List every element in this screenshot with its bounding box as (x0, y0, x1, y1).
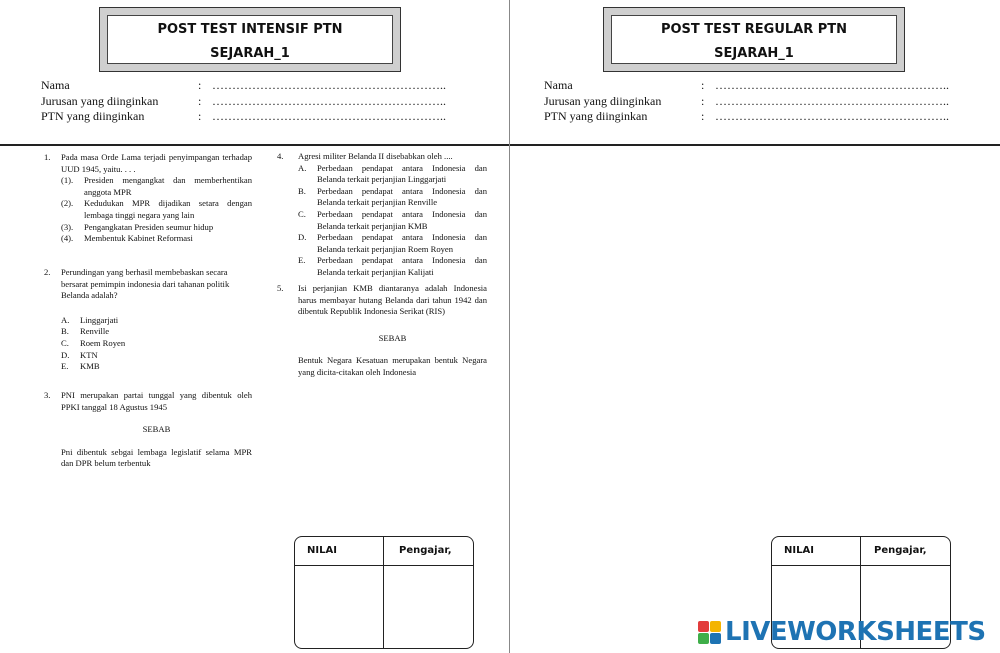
form-row-nama: Nama : ………………………………………………….. (544, 78, 949, 92)
jurusan-field[interactable]: ………………………………………………….. (212, 93, 446, 108)
question-4 (277, 151, 487, 279)
logo-square-blue (710, 633, 721, 644)
page-divider (509, 0, 510, 653)
jurusan-field[interactable]: ………………………………………………….. (715, 93, 949, 108)
question-number: 2. (44, 267, 51, 277)
option-b[interactable]: B. Renville (61, 326, 110, 337)
left-grade-table (294, 536, 474, 649)
jurusan-label: Jurusan yang diinginkan (41, 93, 159, 108)
form-row-ptn: PTN yang diinginkan : ………………………………………………….. (41, 109, 446, 123)
logo-square-red (698, 621, 709, 632)
question-number: 1. (44, 152, 51, 162)
form-row-jurusan: Jurusan yang diinginkan : ………………………………………………….. (544, 93, 949, 108)
option-e[interactable]: E. Perbedaan pendapat antara Indonesia dan Belanda terkait perjanjian Kalijati (298, 255, 487, 277)
right-subtitle: SEJARAH_1 (714, 46, 794, 61)
pengajar-label: Pengajar, (399, 545, 452, 556)
sebab-label: SEBAB (378, 332, 407, 343)
option-a[interactable]: A. Linggarjati (61, 314, 119, 325)
reason-text: Bentuk Negara Kesatuan merupakan bentuk Negara yang dicita-citakan oleh Indonesia (298, 355, 487, 377)
left-header-rule (0, 144, 509, 146)
nama-field[interactable]: ………………………………………………….. (212, 78, 446, 92)
left-identity-form (41, 78, 446, 125)
nama-label: Nama (544, 78, 573, 92)
logo-square-yellow (710, 621, 721, 632)
question-stem: PNI merupakan partai tunggal yang dibentuk oleh PPKI tanggal 18 Agustus 1945 (61, 390, 252, 412)
option-3[interactable]: (3). Pengangkatan Presiden seumur hidup (61, 221, 214, 232)
question-number: 4. (277, 151, 284, 161)
form-row-jurusan: Jurusan yang diinginkan : ………………………………………………….. (41, 93, 446, 108)
question-2 (44, 267, 252, 373)
option-c[interactable]: C. Roem Royen (61, 337, 126, 348)
question-stem: Agresi militer Belanda II disebabkan oleh .... (298, 151, 453, 161)
option-2[interactable]: (2). Kedudukan MPR dijadikan setara dengan lembaga tinggi negara yang lain (61, 198, 252, 220)
question-stem: Pada masa Orde Lama terjadi penyimpangan terhadap UUD 1945, yaitu. . . . (61, 152, 252, 174)
option-4[interactable]: (4). Membentuk Kabinet Reformasi (61, 233, 193, 244)
question-1 (44, 152, 252, 245)
right-identity-form (544, 78, 949, 125)
right-title-box (603, 7, 905, 72)
left-title: POST TEST INTENSIF PTN (157, 22, 343, 37)
ptn-label: PTN yang diinginkan (544, 109, 648, 123)
logo-grid-icon (698, 621, 721, 644)
logo-text: LIVEWORKSHEETS (725, 617, 986, 647)
right-header-rule (510, 144, 1000, 146)
option-a[interactable]: A. Perbedaan pendapat antara Indonesia dan Belanda terkait perjanjian Linggarjati (298, 162, 487, 185)
ptn-field[interactable]: ………………………………………………….. (212, 109, 446, 123)
nilai-label: NILAI (307, 545, 337, 556)
logo-square-green (698, 633, 709, 644)
ptn-label: PTN yang diinginkan (41, 109, 145, 123)
form-row-ptn: PTN yang diinginkan : ………………………………………………….. (544, 109, 949, 123)
question-3 (44, 390, 252, 470)
question-5 (277, 283, 487, 379)
question-stem: Perundingan yang berhasil membebaskan secara bersarat pemimpin indonesia dari tahanan politik Belanda adalah? (61, 267, 230, 301)
reason-text: Pni dibentuk sebgai lembaga legislatif selama MPR dan DPR belum terbentuk (61, 446, 252, 469)
question-number: 5. (277, 283, 284, 293)
liveworksheets-logo[interactable] (698, 617, 986, 647)
option-d[interactable]: D. KTN (61, 349, 98, 360)
option-d[interactable]: D. Perbedaan pendapat antara Indonesia dan Belanda terkait perjanjian Roem Royen (298, 232, 487, 254)
nama-label: Nama (41, 78, 70, 92)
left-title-box (99, 7, 401, 72)
option-1[interactable]: (1). Presiden mengangkat dan memberhentikan anggota MPR (61, 175, 252, 197)
right-title: POST TEST REGULAR PTN (660, 22, 848, 37)
question-stem: Isi perjanjian KMB diantaranya adalah Indonesia harus membayar hutang Belanda dari tahun 1942 dan dibentuk Republik Indonesia Serikat (RIS) (298, 283, 487, 317)
pengajar-cell[interactable] (385, 567, 471, 646)
jurusan-label: Jurusan yang diinginkan (544, 93, 662, 108)
pengajar-label: Pengajar, (874, 545, 927, 556)
sebab-label: SEBAB (142, 424, 171, 435)
form-row-nama: Nama : ………………………………………………….. (41, 78, 446, 92)
nilai-label: NILAI (784, 545, 814, 556)
ptn-field[interactable]: ………………………………………………….. (715, 109, 949, 123)
option-c[interactable]: C. Perbedaan pendapat antara Indonesia dan Belanda terkait perjanjian KMB (298, 208, 487, 231)
nilai-cell[interactable] (296, 567, 382, 646)
option-b[interactable]: B. Perbedaan pendapat antara Indonesia dan Belanda terkait perjanjian Renville (298, 185, 487, 208)
nama-field[interactable]: ………………………………………………….. (715, 78, 949, 92)
option-e[interactable]: E. KMB (61, 361, 100, 372)
question-number: 3. (44, 390, 51, 400)
left-subtitle: SEJARAH_1 (210, 46, 290, 61)
